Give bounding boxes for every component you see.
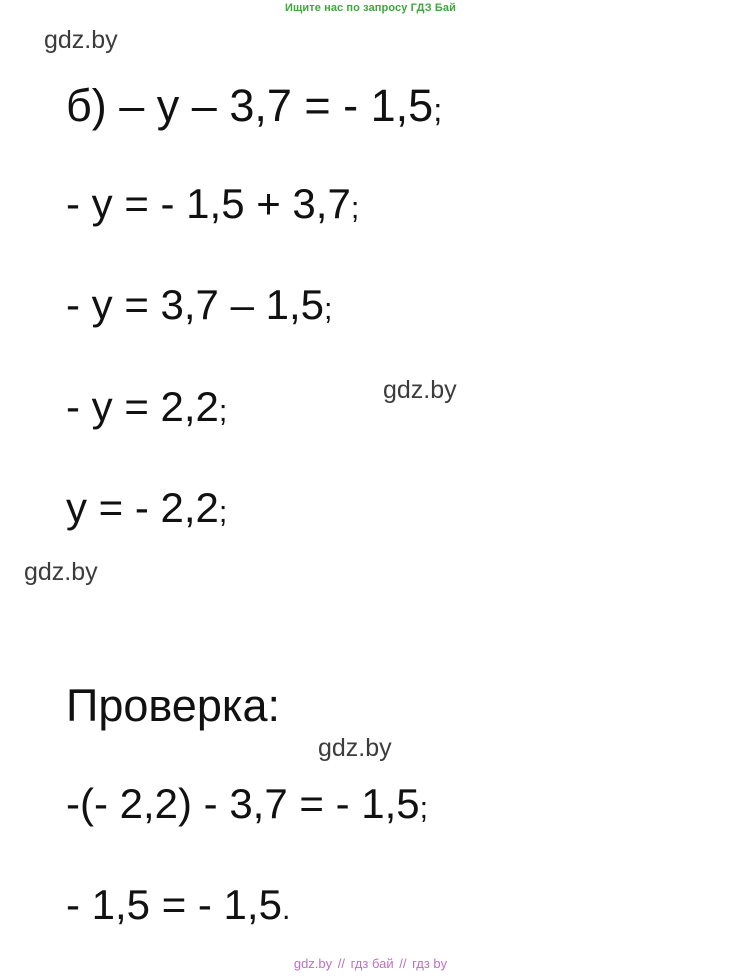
watermark-left: gdz.by — [24, 558, 98, 586]
check-line-1-punct: ; — [419, 792, 429, 825]
solution-line-2-text: - y = - 1,5 + 3,7 — [66, 180, 351, 227]
check-line-2-punct: . — [281, 893, 291, 926]
solution-line-3-text: - y = 3,7 – 1,5 — [66, 281, 324, 328]
footer-separator-1: // — [337, 956, 346, 971]
check-line-2 — [66, 881, 290, 929]
footer-watermark — [0, 956, 741, 971]
watermark-middle: gdz.by — [383, 376, 457, 404]
check-line-1 — [66, 780, 428, 828]
solution-line-2 — [66, 180, 359, 228]
solution-line-4-punct: ; — [218, 395, 228, 428]
solution-line-5-punct: ; — [218, 496, 228, 529]
footer-separator-2: // — [399, 956, 407, 971]
footer-item-1: gdz.by — [293, 956, 333, 971]
watermark-below-heading: gdz.by — [318, 734, 392, 762]
footer-item-2: гдз бай — [350, 956, 394, 971]
solution-line-2-punct: ; — [350, 192, 360, 225]
check-heading: Проверка: — [66, 680, 281, 731]
solution-line-3-punct: ; — [324, 293, 333, 326]
watermark-top-left: gdz.by — [44, 26, 118, 54]
solution-line-1 — [66, 80, 442, 132]
solution-line-5 — [66, 484, 227, 532]
check-line-1-text: -(- 2,2) - 3,7 = - 1,5 — [66, 780, 420, 827]
solution-line-1-punct: ; — [433, 92, 443, 128]
solution-line-5-text: y = - 2,2 — [66, 484, 219, 531]
check-line-2-text: - 1,5 = - 1,5 — [66, 881, 282, 928]
solution-line-1-text: б) – y – 3,7 = - 1,5 — [66, 80, 434, 131]
footer-item-3: гдз by — [412, 956, 448, 971]
solution-line-3 — [66, 281, 332, 329]
top-promo-banner: Ищите нас по запросу ГДЗ Бай — [284, 2, 456, 14]
solution-line-4-text: - y = 2,2 — [66, 383, 219, 430]
solution-line-4 — [66, 383, 227, 431]
